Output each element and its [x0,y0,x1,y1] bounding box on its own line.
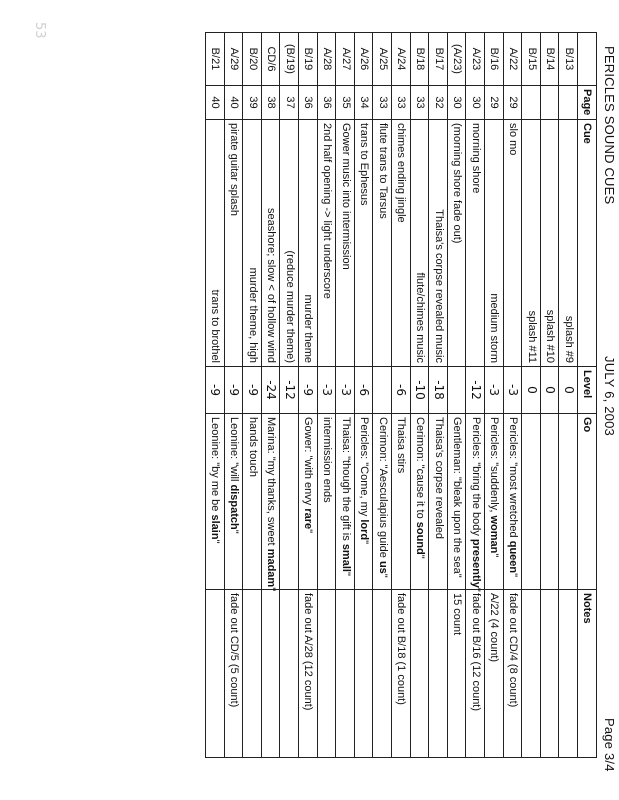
level-cell: -9 [243,367,262,414]
notes-cell [559,590,578,758]
cue-text: trans to brothel [209,289,222,363]
level-cell [447,367,466,414]
go-text: Thaisa: "though the gift is [339,417,352,544]
level-cell: -6 [354,367,373,414]
cue-cell [206,120,225,367]
cue-id-cell: B/21 [206,33,225,86]
cue-id-cell: B/17 [429,33,448,86]
level-cell: -3 [485,367,504,414]
go-keyword: slain [209,514,222,540]
table-row [540,33,559,758]
page-cell: 40 [224,86,243,120]
go-cell [540,414,559,590]
page-cell: 37 [280,86,299,120]
cue-text: flute trans to Tarsus [376,123,389,219]
go-text: intermission ends [320,417,333,503]
cue-cell [485,120,504,367]
cue-id-cell: A/27 [336,33,355,86]
page-cell: 33 [410,86,429,120]
page-cell: 35 [336,86,355,120]
go-cell [299,414,318,590]
notes-cell: 15 count [447,590,466,758]
notes-cell: fade out CD/4 (8 count) [503,590,522,758]
cue-id-cell: B/13 [559,33,578,86]
notes-cell: fade out B/18 (1 count) [392,590,411,758]
table-row [317,33,336,758]
go-keyword: queen [506,540,519,574]
go-text: Gower: "with envy [302,417,315,509]
go-cell [522,414,541,590]
go-text: Gentleman: "bleak upon the sea" [451,417,464,578]
go-cell [243,414,262,590]
level-cell [373,367,392,414]
level-cell: 0 [522,367,541,414]
go-text: Cerimon: "Aesculapius guide [376,417,389,561]
page-cell: 29 [503,86,522,120]
header-cue-id [578,33,597,86]
cue-cell [466,120,485,367]
notes-cell [336,590,355,758]
cue-id-cell: (A/23) [447,33,466,86]
table-row [429,33,448,758]
cue-id-cell: CD/6 [261,33,280,86]
table-row [354,33,373,758]
cue-id-cell: B/19 [299,33,318,86]
go-cell [280,414,299,590]
cue-id-cell: A/28 [317,33,336,86]
cue-text: pirate guitar splash [228,123,241,216]
cue-id-cell: B/16 [485,33,504,86]
go-keyword: us [376,560,389,574]
go-text-end: " [488,553,501,558]
table-row [410,33,429,758]
document-title: PERICLES SOUND CUES [602,46,617,205]
go-text: Leonine: "will [228,417,241,485]
go-text: Pericles: "suddenly, [488,417,501,516]
page-cell [540,86,559,120]
notes-cell: fade out CD/5 (5 count) [224,590,243,758]
cue-id-cell: A/25 [373,33,392,86]
level-cell: -3 [336,367,355,414]
page-cell: 34 [354,86,373,120]
level-cell: -9 [224,367,243,414]
notes-cell [261,590,280,758]
go-text-end: " [506,573,519,578]
page-cell: 36 [317,86,336,120]
page-cell: 33 [373,86,392,120]
cue-text: splash #10 [544,309,557,363]
go-text-end: " [376,573,389,578]
page-cell: 40 [206,86,225,120]
cue-text: 2nd half opening -> light underscore [320,123,333,299]
cue-cell [559,120,578,367]
table-row [243,33,262,758]
level-cell: -18 [429,367,448,414]
go-cell [206,414,225,590]
cue-cell [299,120,318,367]
notes-cell [243,590,262,758]
table-row [261,33,280,758]
go-text: Pericles: "Come, my [358,417,371,520]
go-text-end: " [228,529,241,534]
cue-cell [410,120,429,367]
cue-cell [392,120,411,367]
go-cell [503,414,522,590]
page-stamp: 53 [32,22,47,39]
go-keyword: small [339,543,352,572]
go-cell [392,414,411,590]
level-cell: -12 [280,367,299,414]
notes-cell [206,590,225,758]
header-page: Page [578,86,597,120]
level-cell: -24 [261,367,280,414]
page-cell: 38 [261,86,280,120]
cue-text: murder theme, high [246,267,259,363]
cue-id-cell: B/15 [522,33,541,86]
notes-cell [540,590,559,758]
level-cell: -6 [392,367,411,414]
page-cell: 33 [392,86,411,120]
go-keyword: sound [413,521,426,555]
table-row [503,33,522,758]
page-cell: 29 [485,86,504,120]
table-row [447,33,466,758]
go-cell [336,414,355,590]
cue-id-cell: (B/19) [280,33,299,86]
notes-cell [354,590,373,758]
cue-text: seashore; slow < of hollow wind [265,208,278,363]
go-cell [466,414,485,590]
page-cell [559,86,578,120]
go-cell [410,414,429,590]
cue-text: (morning shore fade out) [451,123,464,244]
table-row [522,33,541,758]
cue-cell [336,120,355,367]
go-text: hands touch [246,417,259,477]
notes-cell [280,590,299,758]
cue-cell [540,120,559,367]
cue-cell [224,120,243,367]
go-keyword: woman [488,515,501,554]
level-cell: -12 [466,367,485,414]
cue-text: trans to Ephesus [358,123,371,206]
go-keyword: madam [265,548,278,588]
page-cell: 32 [429,86,448,120]
table-row [373,33,392,758]
cue-cell [317,120,336,367]
level-cell: -9 [206,367,225,414]
go-text: Pericles: "most wretched [506,417,519,541]
cue-text: chimes ending jingle [395,123,408,223]
go-text-end: " [339,571,352,576]
level-cell: -3 [317,367,336,414]
cue-id-cell: A/23 [466,33,485,86]
table-row [280,33,299,758]
cue-cell [261,120,280,367]
notes-cell [373,590,392,758]
cue-id-cell: A/26 [354,33,373,86]
document-date: JULY 6, 2003 [602,356,617,436]
go-text-end: " [358,540,371,545]
go-text: Marina: "my thanks, sweet [265,417,278,549]
level-cell: 0 [559,367,578,414]
go-cell [317,414,336,590]
go-text-end: " [265,587,278,592]
notes-cell: A/22 (4 count) [485,590,504,758]
go-keyword: lord [358,519,371,541]
go-text: Leonine: "by me be [209,417,222,515]
go-cell [373,414,392,590]
cue-id-cell: B/20 [243,33,262,86]
go-cell [224,414,243,590]
cue-id-cell: B/18 [410,33,429,86]
header-level: Level [578,367,597,414]
header-cue: Cue [578,120,597,367]
go-text: Thaisa stirs [395,417,408,474]
page-cell: 30 [466,86,485,120]
cue-cell [243,120,262,367]
table-row [466,33,485,758]
level-cell: -10 [410,367,429,414]
go-cell [429,414,448,590]
cue-text: medium storm [488,293,501,363]
cue-cell [354,120,373,367]
table-row [485,33,504,758]
notes-cell [317,590,336,758]
cue-id-cell: B/14 [540,33,559,86]
page-cell: 30 [447,86,466,120]
level-cell: 0 [540,367,559,414]
go-text-end: " [209,539,222,544]
cue-text: (reduce murder theme) [283,250,296,363]
level-cell: -3 [503,367,522,414]
table-header-row [578,33,597,758]
cue-cell [429,120,448,367]
sound-cue-table [205,32,597,758]
table-body [206,33,578,758]
header-go: Go [578,414,597,590]
table-row [206,33,225,758]
cue-cell [280,120,299,367]
cue-text: murder theme [302,294,315,363]
notes-cell: fade out A/28 (12 count) [299,590,318,758]
table-row [559,33,578,758]
cue-text: splash #11 [525,310,538,363]
page-cell: 39 [243,86,262,120]
table-row [392,33,411,758]
cue-id-cell: A/24 [392,33,411,86]
page-cell [522,86,541,120]
page-cell: 36 [299,86,318,120]
go-cell [447,414,466,590]
cue-cell [503,120,522,367]
notes-cell: fade out B/16 (12 count) [466,590,485,758]
go-cell [261,414,280,590]
cue-text: splash #9 [562,315,575,363]
table-row [336,33,355,758]
go-text: Cerimon: "cause it to [413,417,426,522]
table-row [299,33,318,758]
cue-text: Gower music into intermission [339,123,352,270]
cue-text: morning shore [469,123,482,194]
go-text-end: " [302,529,315,534]
level-cell: -9 [299,367,318,414]
cue-text: slo mo [506,123,519,156]
go-keyword: dispatch [228,484,241,530]
notes-cell [522,590,541,758]
go-cell [559,414,578,590]
cue-text: flute/chimes music [413,272,426,363]
cue-cell [447,120,466,367]
go-cell [485,414,504,590]
go-text: Thaisa's corpse revealed [432,417,445,539]
cue-id-cell: A/29 [224,33,243,86]
table-row [224,33,243,758]
go-cell [354,414,373,590]
notes-cell [410,590,429,758]
cue-cell [373,120,392,367]
header-notes: Notes [578,590,597,758]
cue-text: Thaisa's corpse revealed music [432,209,445,363]
go-keyword: rare [302,508,315,530]
go-text-end: " [413,554,426,559]
cue-cell [522,120,541,367]
go-keyword: presently [469,538,482,588]
go-text-end: " [469,587,482,592]
cue-id-cell: A/22 [503,33,522,86]
go-text: Pericles: "bring the body [469,417,482,539]
notes-cell [429,590,448,758]
page-number: Page 3/4 [602,718,617,772]
